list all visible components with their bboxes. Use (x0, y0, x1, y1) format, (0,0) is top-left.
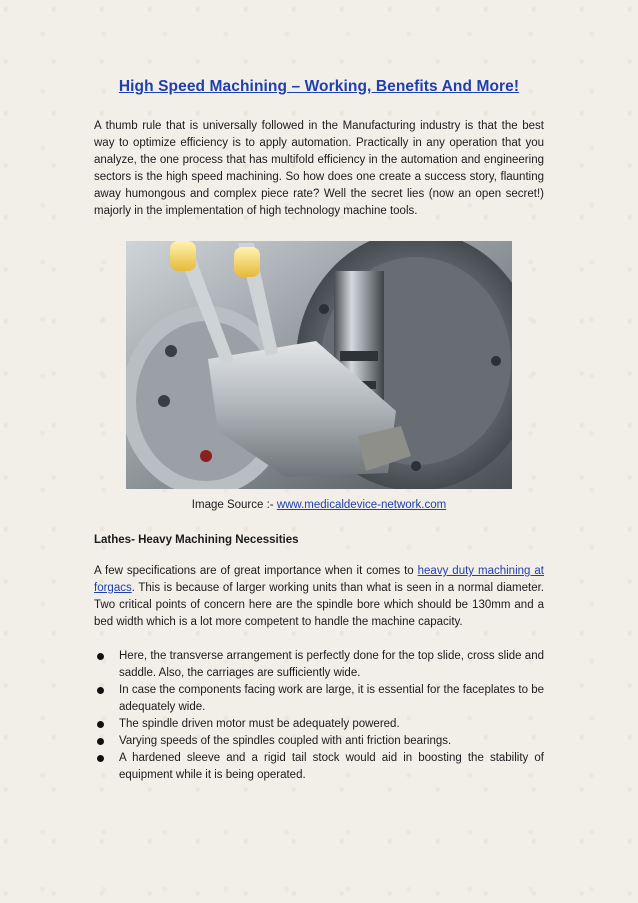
machining-photo (126, 241, 512, 489)
bullet-icon (97, 653, 104, 660)
requirements-list (94, 648, 544, 784)
bullet-text: Varying speeds of the spindles coupled with anti friction bearings. (119, 735, 452, 747)
spec-text-after: . This is because of larger working units than what is seen in a normal diameter. Two critical points of concern here are the spindle bore which should be 130mm and a bed width which is a lot more competent to handle the machine capacity. (94, 582, 544, 628)
intro-paragraph: A thumb rule that is universally followed in the Manufacturing industry is that the best way to optimize efficiency is to apply automation. Practically in any operation that you analyze, the one process that has multifold efficiency in the automation and engineering sectors is the high speed machining. So how does one create a success story, flaunting away humongous and complex piece rate? Well the secret lies (now an open secret!) majorly in the implementation of high technology machine tools. (94, 120, 544, 217)
bullet-icon (97, 738, 104, 745)
image-caption (94, 497, 544, 514)
bullet-text: In case the components facing work are large, it is essential for the faceplates to be adequately wide. (119, 684, 544, 713)
list-item (94, 750, 544, 784)
section-heading: Lathes- Heavy Machining Necessities (94, 534, 299, 546)
list-item (94, 682, 544, 716)
image-source-link[interactable]: www.medicaldevice-network.com (276, 499, 447, 511)
bullet-icon (97, 755, 104, 762)
cnc-machine-image (126, 241, 512, 489)
bullet-icon (97, 687, 104, 694)
spec-paragraph (94, 563, 544, 631)
bullet-text: A hardened sleeve and a rigid tail stock would aid in boosting the stability of equipment while it is being operated. (119, 752, 544, 781)
list-item (94, 716, 544, 733)
list-item (94, 648, 544, 682)
heavy-duty-machining-link[interactable]: heavy duty machining at forgacs (94, 565, 544, 594)
document-page (94, 78, 544, 784)
page-title: High Speed Machining – Working, Benefits And More! (118, 78, 520, 95)
list-item (94, 733, 544, 750)
bullet-icon (97, 721, 104, 728)
bullet-text: The spindle driven motor must be adequately powered. (119, 718, 400, 730)
caption-prefix: Image Source :- (191, 499, 277, 511)
spec-text-before: A few specifications are of great importance when it comes to (94, 565, 418, 577)
bullet-text: Here, the transverse arrangement is perfectly done for the top slide, cross slide and saddle. Also, the carriages are sufficiently wide. (119, 650, 544, 679)
